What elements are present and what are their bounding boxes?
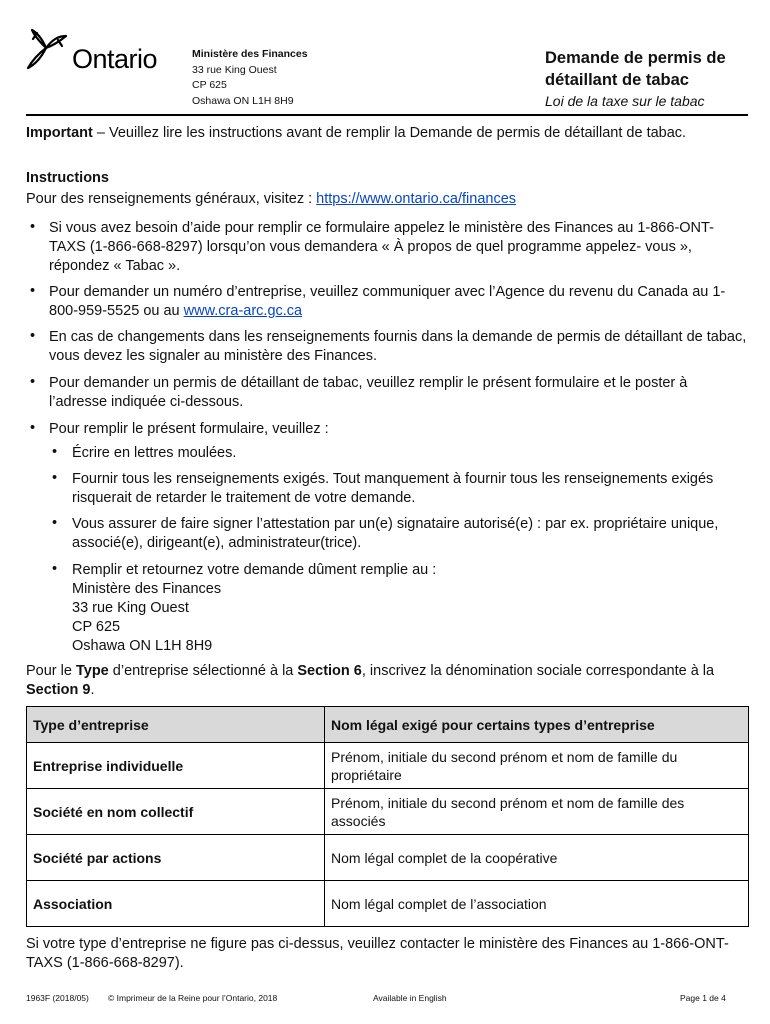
- important-label: Important: [26, 125, 93, 141]
- legal-name-cell: Prénom, initiale du second prénom et nom de famille des associés: [325, 789, 749, 835]
- table-header-row: [27, 707, 749, 743]
- bullet-icon: •: [30, 283, 36, 299]
- address-line: Oshawa ON L1H 8H9: [192, 94, 294, 107]
- table-row: [27, 743, 749, 789]
- business-type-table: [26, 706, 749, 927]
- ministry-name: Ministère des Finances: [192, 48, 308, 60]
- mail-address-line: Oshawa ON L1H 8H9: [72, 638, 213, 654]
- form-code: 1963F (2018/05): [26, 993, 89, 1003]
- legal-name-cell: Prénom, initiale du second prénom et nom de famille du propriétaire: [325, 743, 749, 789]
- business-type-cell: Entreprise individuelle: [27, 743, 325, 789]
- sub-instruction-mail: [72, 561, 748, 656]
- sub-bullet-icon: •: [52, 444, 58, 460]
- logo-wordmark: Ontario: [72, 44, 158, 74]
- business-type-cell: Société par actions: [27, 835, 325, 881]
- bullet-icon: •: [30, 219, 36, 235]
- sub-bullet-icon: •: [52, 470, 58, 486]
- business-type-cell: Société en nom collectif: [27, 789, 325, 835]
- form-title-line2: détaillant de tabac: [545, 71, 689, 89]
- type-note-text: .: [90, 682, 95, 698]
- instruction-text: Pour demander un numéro d’entreprise, veuillez communiquer avec l’Agence du revenu du Canada au 1-800-959-5525 ou au: [49, 284, 726, 319]
- sub-bullet-icon: •: [52, 515, 58, 531]
- ontario-logo: [24, 26, 174, 76]
- bullet-icon: •: [30, 328, 36, 344]
- form-subtitle: Loi de la taxe sur le tabac: [545, 93, 705, 109]
- type-note-bold: Type: [75, 663, 109, 679]
- closing-note: Si votre type d’entreprise ne figure pas ci-dessus, veuillez contacter le ministère des Finances au 1-866-ONT-TAXS (1-866-668-8297).: [26, 936, 729, 971]
- important-text: – Veuillez lire les instructions avant de remplir la Demande de permis de détaillant de tabac.: [92, 125, 687, 141]
- general-info: [26, 190, 516, 209]
- table-row: [27, 789, 749, 835]
- table-row: [27, 881, 749, 927]
- sub-instruction-provide-info: Fournir tous les renseignements exigés. Tout manquement à fournir tous les renseignements exigés risquerait de retarder le traitement de votre demande.: [72, 471, 714, 506]
- instruction-help-phone: Si vous avez besoin d’aide pour remplir ce formulaire appelez le ministère des Finances au 1-866-ONT-TAXS (1-866-668-8297) lorsqu’on vous demandera « À propos de quel programme appelez- vous », répondez « Tabac ».: [49, 220, 714, 274]
- type-note-bold: Section 9: [26, 682, 91, 698]
- instructions-heading: Instructions: [26, 170, 109, 186]
- copyright: © Imprimeur de la Reine pour l’Ontario, 2018: [108, 993, 278, 1003]
- mail-address-line: CP 625: [72, 619, 121, 635]
- page-number: Page 1 de 4: [680, 993, 726, 1003]
- instruction-business-number: [49, 283, 749, 321]
- type-note-text: d’entreprise sélectionné à la: [108, 663, 298, 679]
- business-type-cell: Association: [27, 881, 325, 927]
- important-note: [26, 124, 748, 143]
- type-note-text: , inscrivez la dénomination sociale correspondante à la: [361, 663, 715, 679]
- sub-instruction-print: Écrire en lettres moulées.: [72, 445, 237, 461]
- ontario-finances-link[interactable]: https://www.ontario.ca/finances: [316, 191, 517, 207]
- table-header: Type d’entreprise: [27, 707, 325, 743]
- sub-instruction-signature: Vous assurer de faire signer l’attestation par un(e) signataire autorisé(e) : par ex. propriétaire unique, associé(e), dirigeant(e), administrateur(trice).: [72, 516, 719, 551]
- mail-intro: Remplir et retournez votre demande dûment remplie au :: [72, 562, 437, 578]
- available-in-english: Available in English: [373, 993, 447, 1003]
- legal-name-cell: Nom légal complet de la coopérative: [325, 835, 749, 881]
- header-divider: [26, 114, 748, 116]
- bullet-icon: •: [30, 374, 36, 390]
- form-title-block: [545, 47, 760, 109]
- address-line: CP 625: [192, 79, 227, 91]
- mail-address-line: Ministère des Finances: [72, 581, 222, 597]
- type-note-text: Pour le: [26, 663, 76, 679]
- mail-address-line: 33 rue King Ouest: [72, 600, 189, 616]
- type-note: [26, 662, 748, 700]
- trillium-icon: [24, 26, 70, 72]
- instruction-changes: En cas de changements dans les renseignements fournis dans la demande de permis de détaillant de tabac, vous devez les signaler au ministère des Finances.: [49, 329, 747, 364]
- type-note-bold: Section 6: [297, 663, 362, 679]
- general-info-text: Pour des renseignements généraux, visitez :: [26, 191, 317, 207]
- bullet-icon: •: [30, 420, 36, 436]
- address-line: 33 rue King Ouest: [192, 63, 277, 76]
- table-row: [27, 835, 749, 881]
- legal-name-cell: Nom légal complet de l’association: [325, 881, 749, 927]
- ministry-address-block: [192, 47, 308, 109]
- instruction-apply: Pour demander un permis de détaillant de tabac, veuillez remplir le présent formulaire et le poster à l’adresse indiquée ci-dessous.: [49, 375, 688, 410]
- cra-link[interactable]: www.cra-arc.gc.ca: [183, 303, 303, 319]
- sub-bullet-icon: •: [52, 561, 58, 577]
- form-title-line1: Demande de permis de: [545, 49, 726, 67]
- instruction-complete: Pour remplir le présent formulaire, veuillez :: [49, 421, 329, 437]
- table-header: Nom légal exigé pour certains types d’entreprise: [325, 707, 749, 743]
